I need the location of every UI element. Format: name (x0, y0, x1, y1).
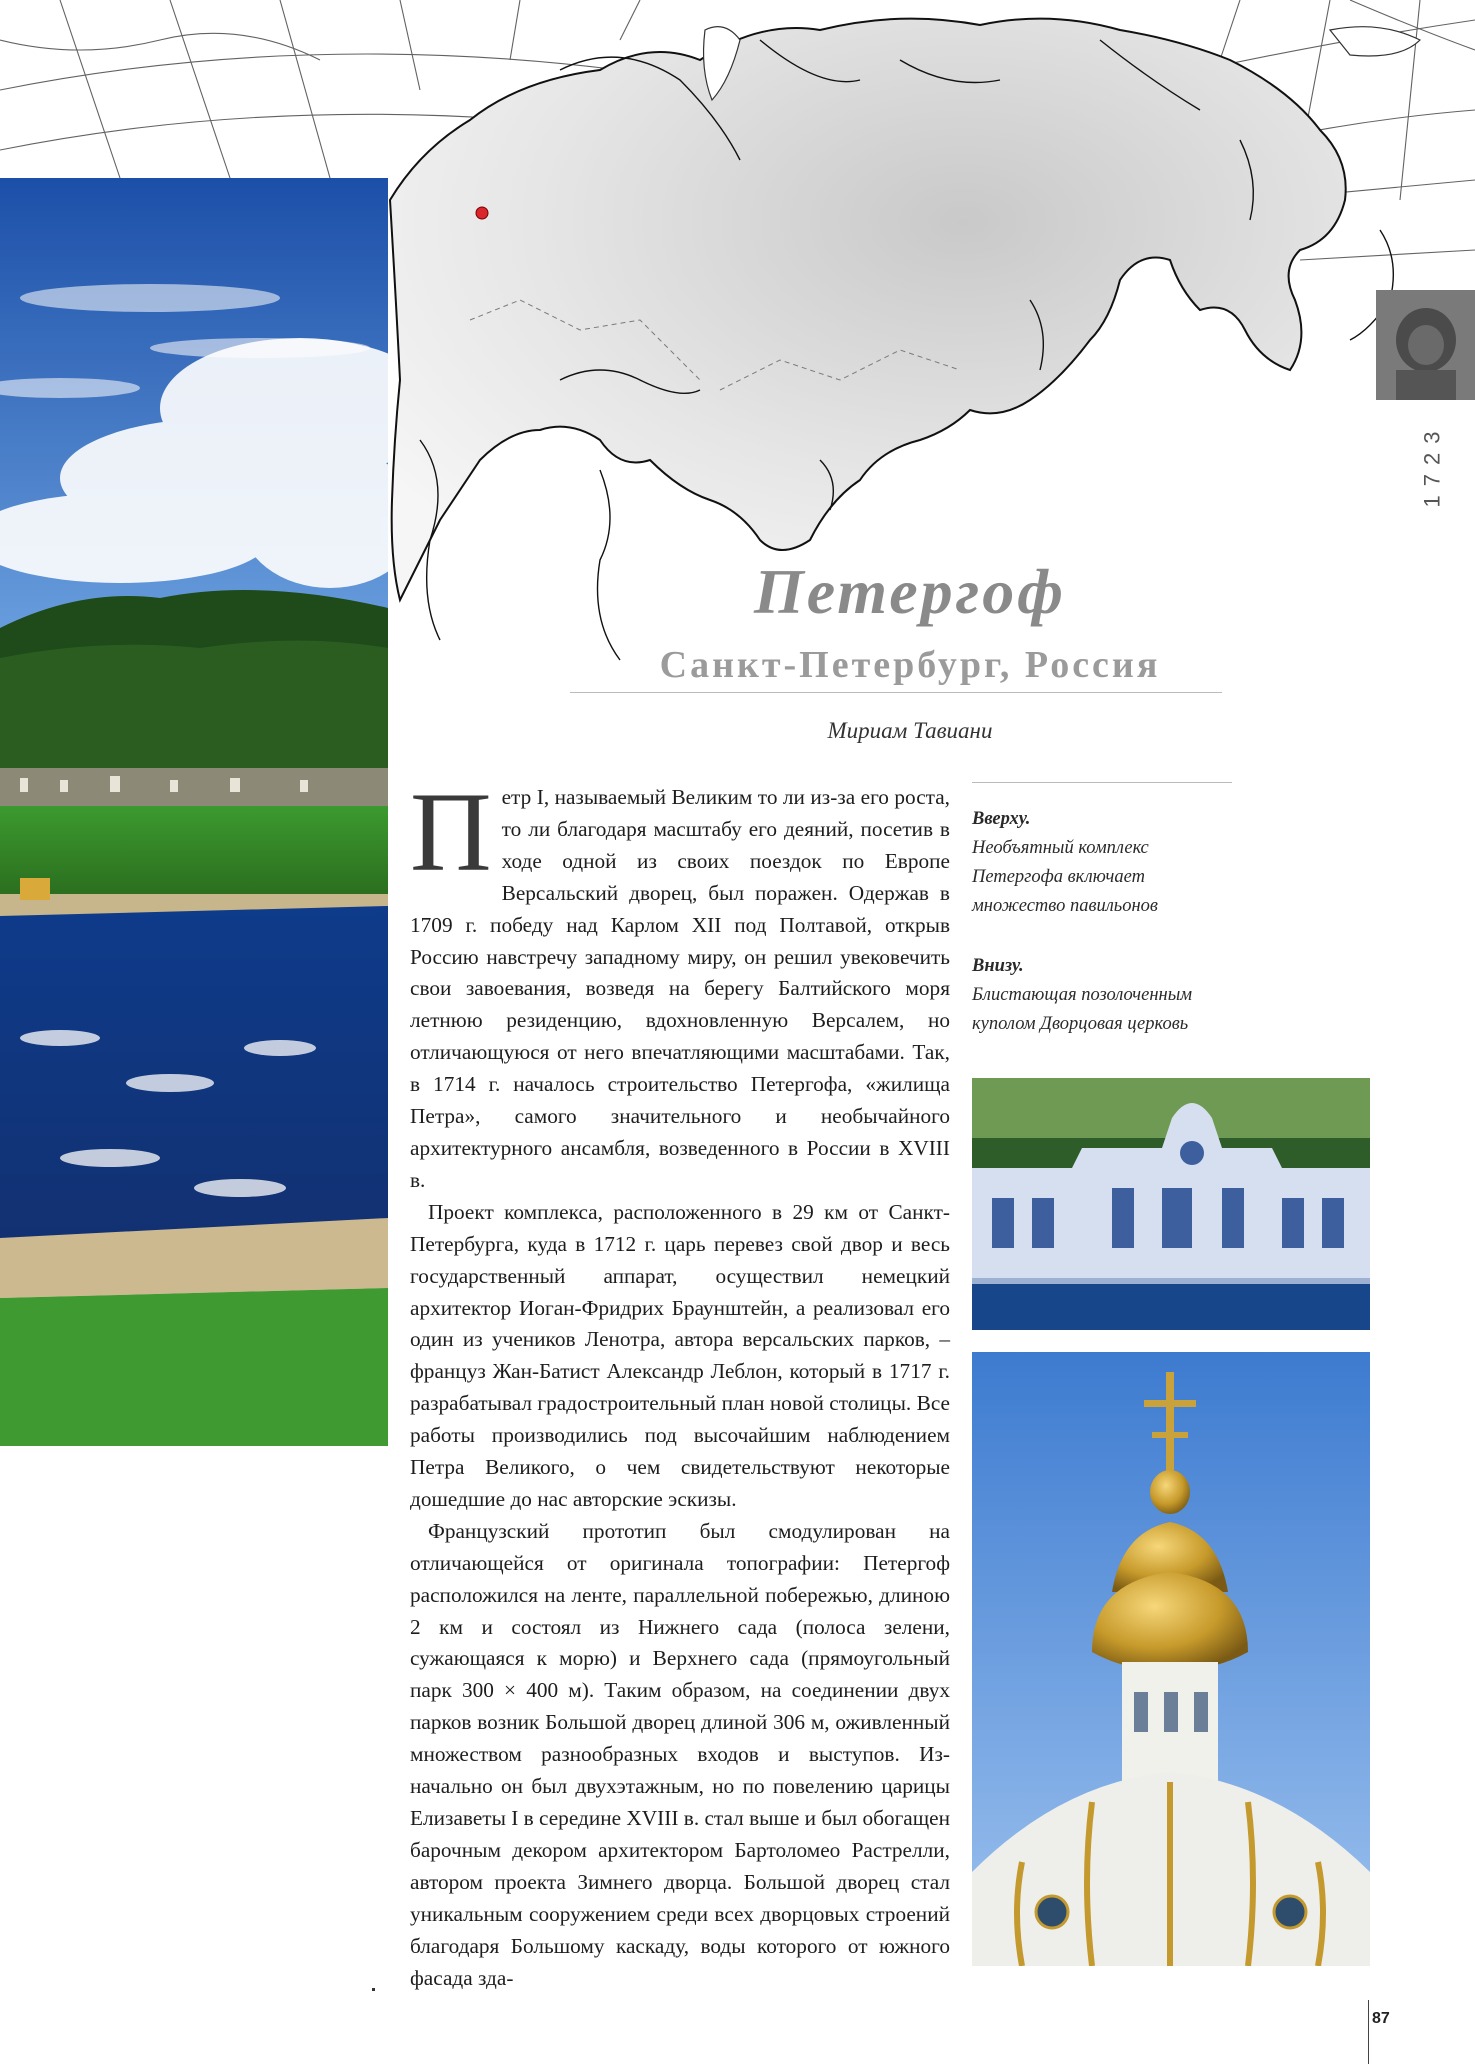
author-name: Мириам Тавиани (827, 718, 993, 743)
page-title: Петергоф (753, 556, 1067, 627)
caption-bottom (972, 952, 1232, 1039)
page-number-divider (1368, 2000, 1369, 2064)
caption-heading: Вверху. (972, 809, 1031, 829)
location-marker-icon (476, 207, 488, 219)
paragraph-text: етр I, называемый Великим то ли из-за его роста, то ли благодаря масштабу его деяний, посетив в ходе одной из своих поездок по Европе Версальский дворец, был поражен. Одержав в 1709 г. победу над Карлом XII под Полтавой, открыв Россию навстречу западному миру, он решил увековечить свои завоевания, возведя на берегу Балтийского моря летнюю резиденцию, вдохновленную Версалем, но отличающуюся от него впечатляющими масштабами. Так, в 1714 г. началось строительство Петергофа, «жилища Петра», самого значительного и необычайного архитектурного ансамбля, возведенного в России в XVIII в. (410, 785, 950, 1192)
lion-sculpture-thumbnail (1376, 290, 1475, 400)
print-mark (372, 1988, 375, 1991)
year-label (1412, 410, 1452, 520)
russia-landmass (390, 19, 1346, 600)
church-dome-photo (972, 1352, 1370, 1966)
grotto-pavilion-photo (972, 1078, 1370, 1330)
peterhof-fountain-photo (0, 178, 388, 1446)
caption-text: Необъятный комплекс Петергофа включает множество павильонов (972, 838, 1158, 916)
article-body (410, 770, 951, 1994)
caption-top (972, 805, 1232, 921)
article-paragraph (410, 770, 950, 1197)
caption-text: Блистающая позолоченным куполом Дворцовая церковь (972, 985, 1193, 1034)
page-number: 87 (1372, 2010, 1390, 2027)
caption-divider (972, 782, 1232, 783)
year-text: 1723 (1419, 422, 1445, 508)
article-paragraph: Французский прототип был смодулирован на отличающейся от оригинала топографии: Петергоф расположился на ленте, параллельной побережью, длиною 2 км и состоял из Нижнего сада (полоса зелени, сужающаяся к морю) и Верхнего сада (прямоугольный парк 300 × 400 м). Таким образом, на соединении двух парков возник Большой дворец длиной 306 м, оживленный множеством разнообразных входов и выступов. Из-начально он был двухэтажным, но по повелению царицы Елизаветы I в середине XVIII в. стал выше и был обогащен барочным декором архитектором Бартоломео Растрелли, автором проекта Зимнего дворца. Большой дворец стал уникальным сооружением среди всех дворцовых строений благодаря Большому каскаду, воды которого от южного фасада зда- (410, 1518, 951, 1990)
subtitle-divider (570, 692, 1222, 693)
page-subtitle: Санкт-Петербург, Россия (659, 644, 1161, 686)
article-paragraph: Проект комплекса, расположенного в 29 км от Санкт-Петербурга, куда в 1712 г. царь перевез свой двор и весь государственный аппарат, осуществил немецкий архитектор Иоган-Фридрих Браунштейн, а реализовал его один из учеников Ленотра, автора версальских парков, – француз Жан-Батист Александр Леблон, который в 1717 г. разрабатывал градостроительный план новой столицы. Все работы производились под высочайшим наблюдением Петра Великого, о чем свидетельствуют некоторые дошедшие до нас авторские эскизы. (410, 1199, 950, 1511)
caption-heading: Внизу. (972, 956, 1024, 976)
drop-cap: П (410, 770, 492, 895)
